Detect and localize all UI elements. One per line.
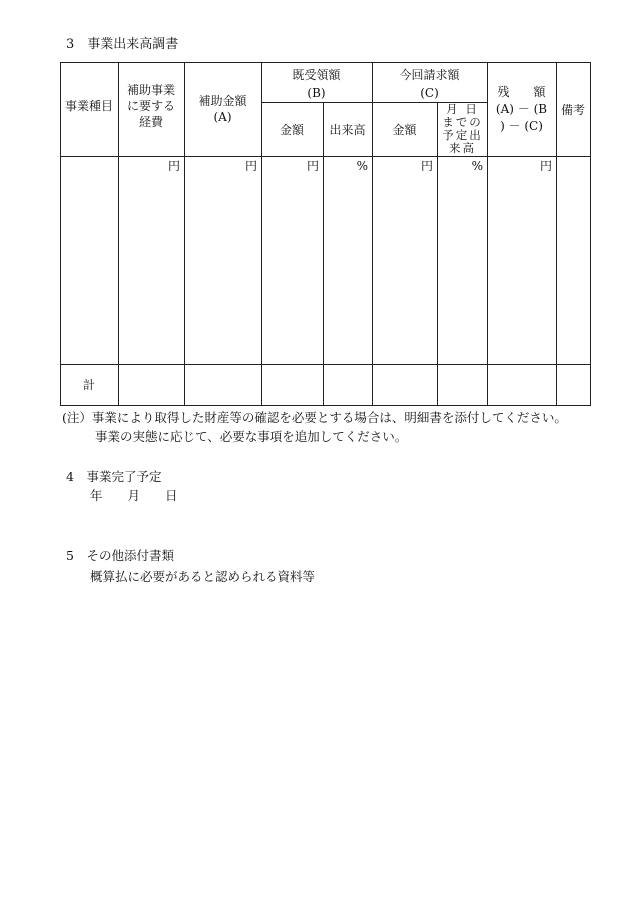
total-row-label: 計	[82, 378, 95, 392]
attachment-item: 概算払に必要があると認められる資料等	[90, 569, 316, 584]
header-konkai-seikyu: 今回請求額 (C)	[399, 68, 460, 100]
unit-col6: 円	[420, 159, 433, 173]
header-kingaku-c: 金額	[392, 123, 417, 137]
note-line-2: 事業の実態に応じて、必要な事項を追加してください。	[95, 429, 408, 444]
unit-col5: %	[356, 159, 368, 173]
header-zangaku: 残 額 (A) － (B ) － (C)	[495, 85, 548, 133]
section3-heading: 3 事業出来高調書	[66, 37, 179, 52]
header-kingaku-b: 金額	[279, 123, 304, 137]
header-jigyo-shumoku: 事業種目	[64, 99, 113, 113]
section4-heading: 4 事業完了予定	[66, 469, 162, 484]
note-line-1: (注）事業により取得した財産等の確認を必要とする場合は、明細書を添付してください。	[62, 410, 567, 425]
header-biko: 備考	[560, 103, 585, 117]
completion-date: 年 月 日	[90, 488, 178, 503]
header-hojo-kingaku: 補助金額 (A)	[198, 94, 247, 124]
header-yotei-dekidaka: 月 日 までの 予定出 来高	[442, 102, 483, 155]
unit-col7: %	[471, 159, 483, 173]
unit-col8: 円	[539, 159, 552, 173]
header-hojo-jigyo-hiyo: 補助事業 に要する 経費	[126, 83, 175, 129]
header-kiju-ryogaku: 既受領額 (B)	[292, 68, 341, 100]
unit-col3: 円	[244, 159, 257, 173]
section5-heading: 5 その他添付書類	[66, 548, 174, 563]
header-dekidaka-b: 出来高	[329, 123, 366, 137]
unit-col4: 円	[306, 159, 319, 173]
unit-col2: 円	[167, 159, 180, 173]
